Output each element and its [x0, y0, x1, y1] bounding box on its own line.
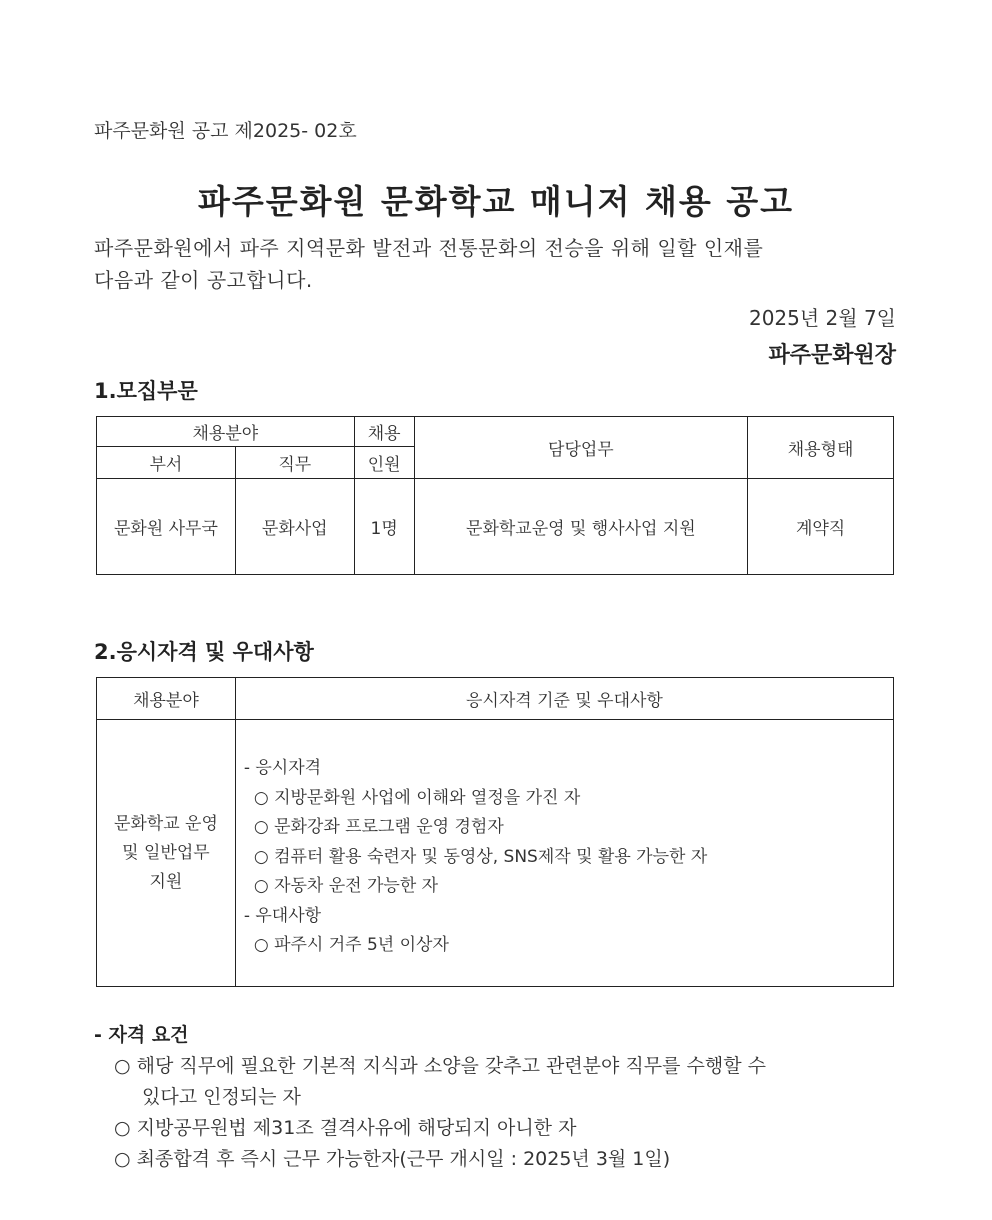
header-type: 채용형태 — [748, 417, 894, 479]
cell-criteria — [235, 720, 893, 987]
requirements-heading: - 자격 요건 — [94, 1024, 189, 1046]
qual-item: ○ 자동차 운전 가능한 자 — [253, 876, 439, 896]
requirement-item: ○ 해당 직무에 필요한 기본적 지식과 소양을 갖추고 관련분야 직무를 수행할 수 — [114, 1055, 766, 1077]
header-dept: 부서 — [97, 447, 236, 479]
intro-line: 다음과 같이 공고합니다. — [94, 268, 313, 292]
field-line: 지원 — [149, 871, 183, 892]
recruitment-table — [96, 416, 894, 575]
cell-dept: 문화원 사무국 — [97, 479, 236, 575]
qual-item: ○ 지방문화원 사업에 이해와 열정을 가진 자 — [253, 787, 581, 808]
qual-item: ○ 문화강좌 프로그램 운영 경험자 — [253, 817, 504, 837]
field-line: 및 일반업무 — [122, 842, 210, 863]
header-criteria: 응시자격 기준 및 우대사항 — [235, 678, 893, 720]
qualification-table — [96, 677, 894, 987]
header-job: 직무 — [235, 447, 354, 479]
header-count-bottom: 인원 — [354, 447, 414, 479]
field-line: 문화학교 운영 — [113, 813, 218, 834]
cell-field — [97, 720, 236, 987]
cell-type: 계약직 — [748, 479, 894, 575]
section2-heading: 2.응시자격 및 우대사항 — [94, 640, 314, 664]
page-title: 파주문화원 문화학교 매니저 채용 공고 — [197, 182, 794, 221]
header-duty: 담당업무 — [414, 417, 748, 479]
header-count-top: 채용 — [354, 417, 414, 447]
requirement-item: ○ 지방공무원법 제31조 결격사유에 해당되지 아니한 자 — [114, 1117, 577, 1139]
requirements-block — [94, 1020, 766, 1175]
notice-number: 파주문화원 공고 제2025- 02호 — [94, 120, 357, 142]
requirement-item-continued: 있다고 인정되는 자 — [142, 1086, 301, 1108]
intro-line: 파주문화원에서 파주 지역문화 발전과 전통문화의 전승을 위해 일할 인재를 — [94, 236, 764, 260]
qual-heading: - 응시자격 — [243, 758, 322, 778]
header-field: 채용분야 — [97, 678, 236, 720]
issuer: 파주문화원장 — [768, 343, 896, 368]
cell-count: 1명 — [354, 479, 414, 575]
requirement-item: ○ 최종합격 후 즉시 근무 가능한자(근무 개시일 : 2025년 3월 1일) — [114, 1148, 671, 1170]
pref-heading: - 우대사항 — [243, 905, 322, 926]
cell-job: 문화사업 — [235, 479, 354, 575]
intro-text — [94, 232, 763, 296]
section1-heading: 1.모집부문 — [94, 379, 198, 403]
cell-duty: 문화학교운영 및 행사사업 지원 — [414, 479, 748, 575]
pref-item: ○ 파주시 거주 5년 이상자 — [253, 935, 449, 955]
qual-item: ○ 컴퓨터 활용 숙련자 및 동영상, SNS제작 및 활용 가능한 자 — [253, 846, 708, 867]
header-field: 채용분야 — [97, 417, 355, 447]
notice-date: 2025년 2월 7일 — [748, 306, 896, 330]
